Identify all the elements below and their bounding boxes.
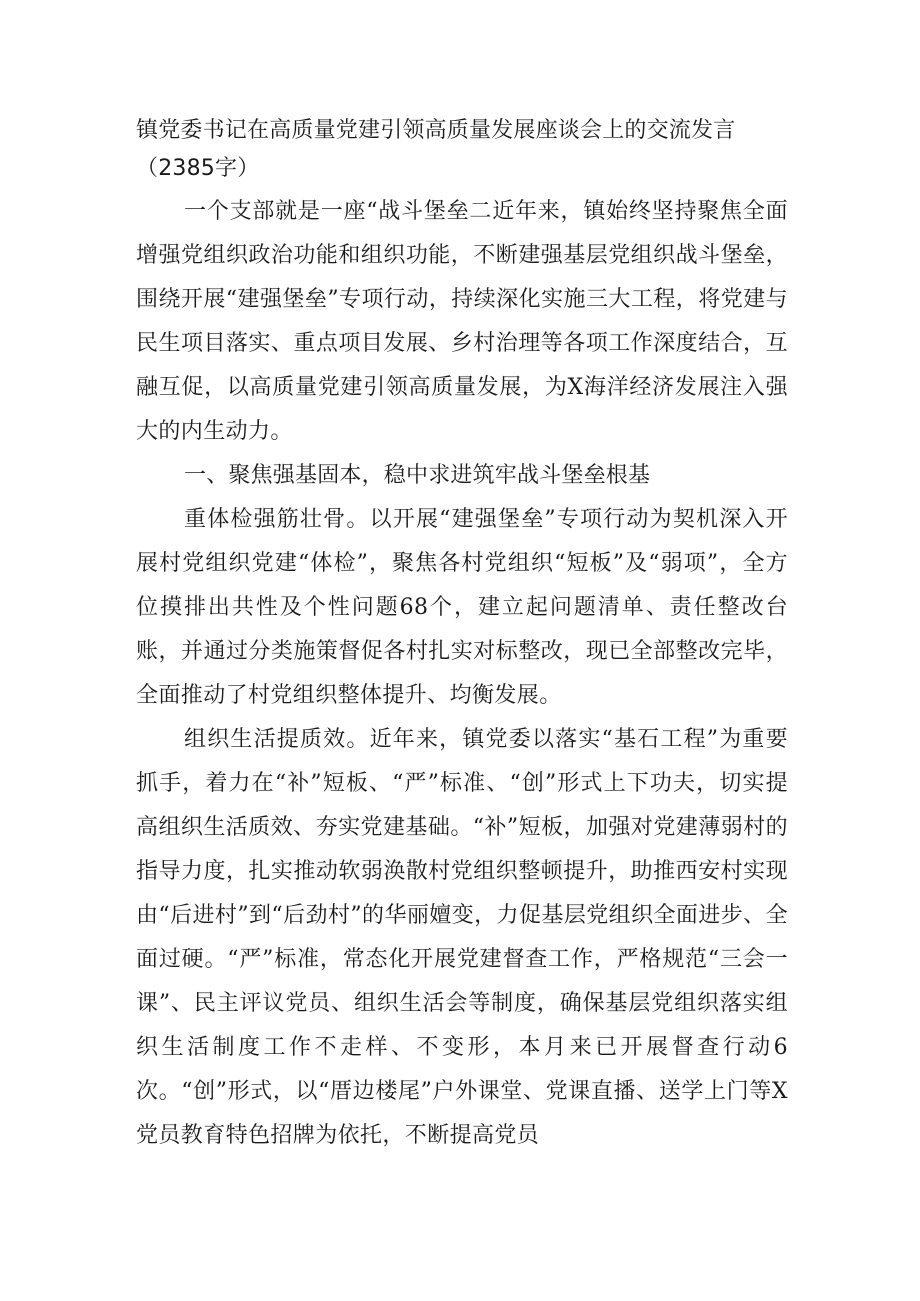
section-heading-1: 一、聚焦强基固本，稳中求进筑牢战斗堡垒根基 — [184, 463, 651, 488]
intro-paragraph: 一个支部就是一座“战斗堡垒二近年来，镇始终坚持聚焦全面增强党组织政治功能和组织功能，不断建强基层党组织战斗堡垒，围绕开展“建强堡垒”专项行动，持续深化实施三大工程，将党建与民生项目落实、重点项目发展、乡村治理等各项工作深度结合，互融互促，以高质量党建引领高质量发展，为X海洋经济发展注入强大的内生动力。 — [136, 199, 788, 444]
document-title: 镇党委书记在高质量党建引领高质量发展座谈会上的交流发言（2385字） — [136, 118, 736, 181]
document-page — [136, 112, 788, 1158]
body-paragraph-health-check: 重体检强筋壮骨。以开展“建强堡垒”专项行动为契机深入开展村党组织党建“体检”，聚焦各村党组织“短板”及“弱项”，全方位摸排出共性及个性问题68个，建立起问题清单、责任整改台账，并通过分类施策督促各村扎实对标整改，现已全部整改完毕，全面推动了村党组织整体提升、均衡发展。 — [136, 507, 788, 708]
body-paragraph-organization-life: 组织生活提质效。近年来，镇党委以落实“基石工程”为重要抓手，着力在“补”短板、“严”标准、“创”形式上下功夫，切实提高组织生活质效、夯实党建基础。“补”短板，加强对党建薄弱村的指导力度，扎实推动软弱涣散村党组织整顿提升，助推西安村实现由“后进村”到“后劲村”的华丽嬗变，力促基层党组织全面进步、全面过硬。“严”标准，常态化开展党建督查工作，严格规范“三会一课”、民主评议党员、组织生活会等制度，确保基层党组织落实组织生活制度工作不走样、不变形，本月来已开展督查行动6次。“创”形式，以“厝边楼尾”户外课堂、党课直播、送学上门等X党员教育特色招牌为依托，不断提高党员 — [136, 727, 788, 1148]
